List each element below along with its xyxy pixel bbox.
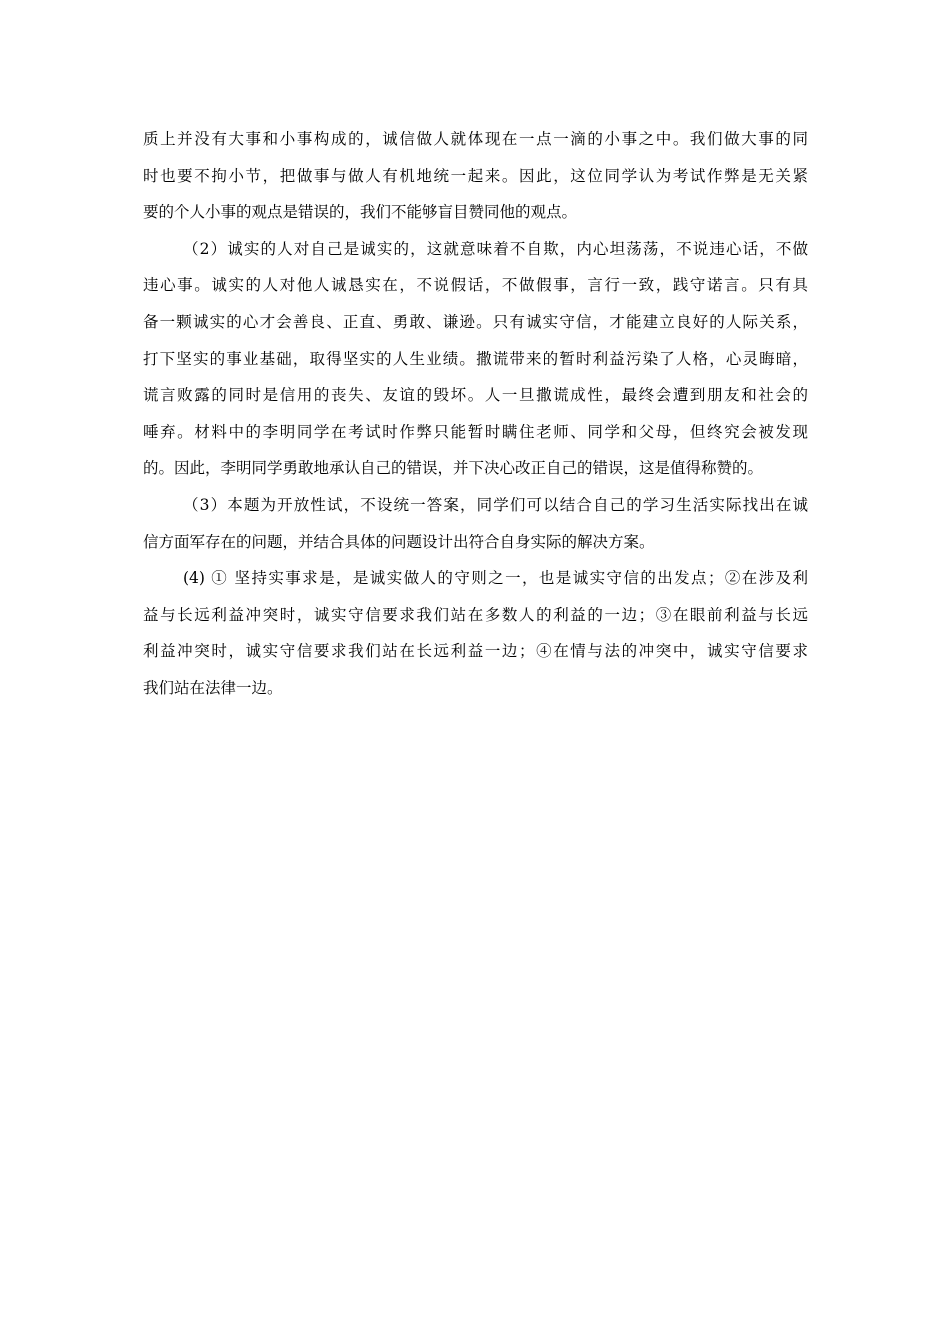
text-line: 信方面军存在的问题，并结合具体的问题设计出符合自身实际的解决方案。 [143, 532, 655, 551]
paragraph-answer-2 [143, 231, 808, 487]
text-line: 的。因此，李明同学勇敢地承认自己的错误，并下决心改正自己的错误，这是值得称赞的。 [143, 459, 764, 478]
text-line: （3）本题为开放性试，不设统一答案，同学们可以结合自己的学习生活实际找出在诚 [183, 495, 808, 514]
text-line: 打下坚实的事业基础，取得坚实的人生业绩。撒谎带来的暂时利益污染了人格，心灵晦暗， [143, 349, 808, 368]
paragraph-answer-4 [143, 560, 808, 706]
text-line: 要的个人小事的观点是错误的，我们不能够盲目赞同他的观点。 [143, 203, 578, 222]
text-line: 备一颗诚实的心才会善良、正直、勇敢、谦逊。只有诚实守信，才能建立良好的人际关系， [143, 312, 808, 331]
text-line: 质上并没有大事和小事构成的，诚信做人就体现在一点一滴的小事之中。我们做大事的同 [143, 130, 808, 148]
text-line: (4) ① 坚持实事求是，是诚实做人的守则之一，也是诚实守信的出发点；②在涉及利 [183, 569, 808, 588]
text-line: 谎言败露的同时是信用的丧失、友谊的毁坏。人一旦撒谎成性，最终会遭到朋友和社会的 [143, 386, 808, 405]
paragraph-answer-3 [143, 487, 808, 560]
text-line: 违心事。诚实的人对他人诚恳实在，不说假话，不做假事，言行一致，践守诺言。只有具 [143, 276, 808, 295]
text-line: 时也要不拘小节，把做事与做人有机地统一起来。因此，这位同学认为考试作弊是无关紧 [143, 166, 808, 185]
text-line: （2）诚实的人对自己是诚实的，这就意味着不自欺，内心坦荡荡，不说违心话，不做 [183, 239, 808, 258]
text-line: 益与长远利益冲突时，诚实守信要求我们站在多数人的利益的一边；③在眼前利益与长远 [143, 605, 808, 624]
text-line: 我们站在法律一边。 [143, 678, 283, 697]
document-body [143, 121, 808, 707]
text-line: 利益冲突时，诚实守信要求我们站在长远利益一边；④在情与法的冲突中，诚实守信要求 [143, 642, 808, 661]
paragraph-continued [143, 121, 808, 231]
text-line: 唾弃。材料中的李明同学在考试时作弊只能暂时瞒住老师、同学和父母，但终究会被发现 [143, 422, 808, 441]
